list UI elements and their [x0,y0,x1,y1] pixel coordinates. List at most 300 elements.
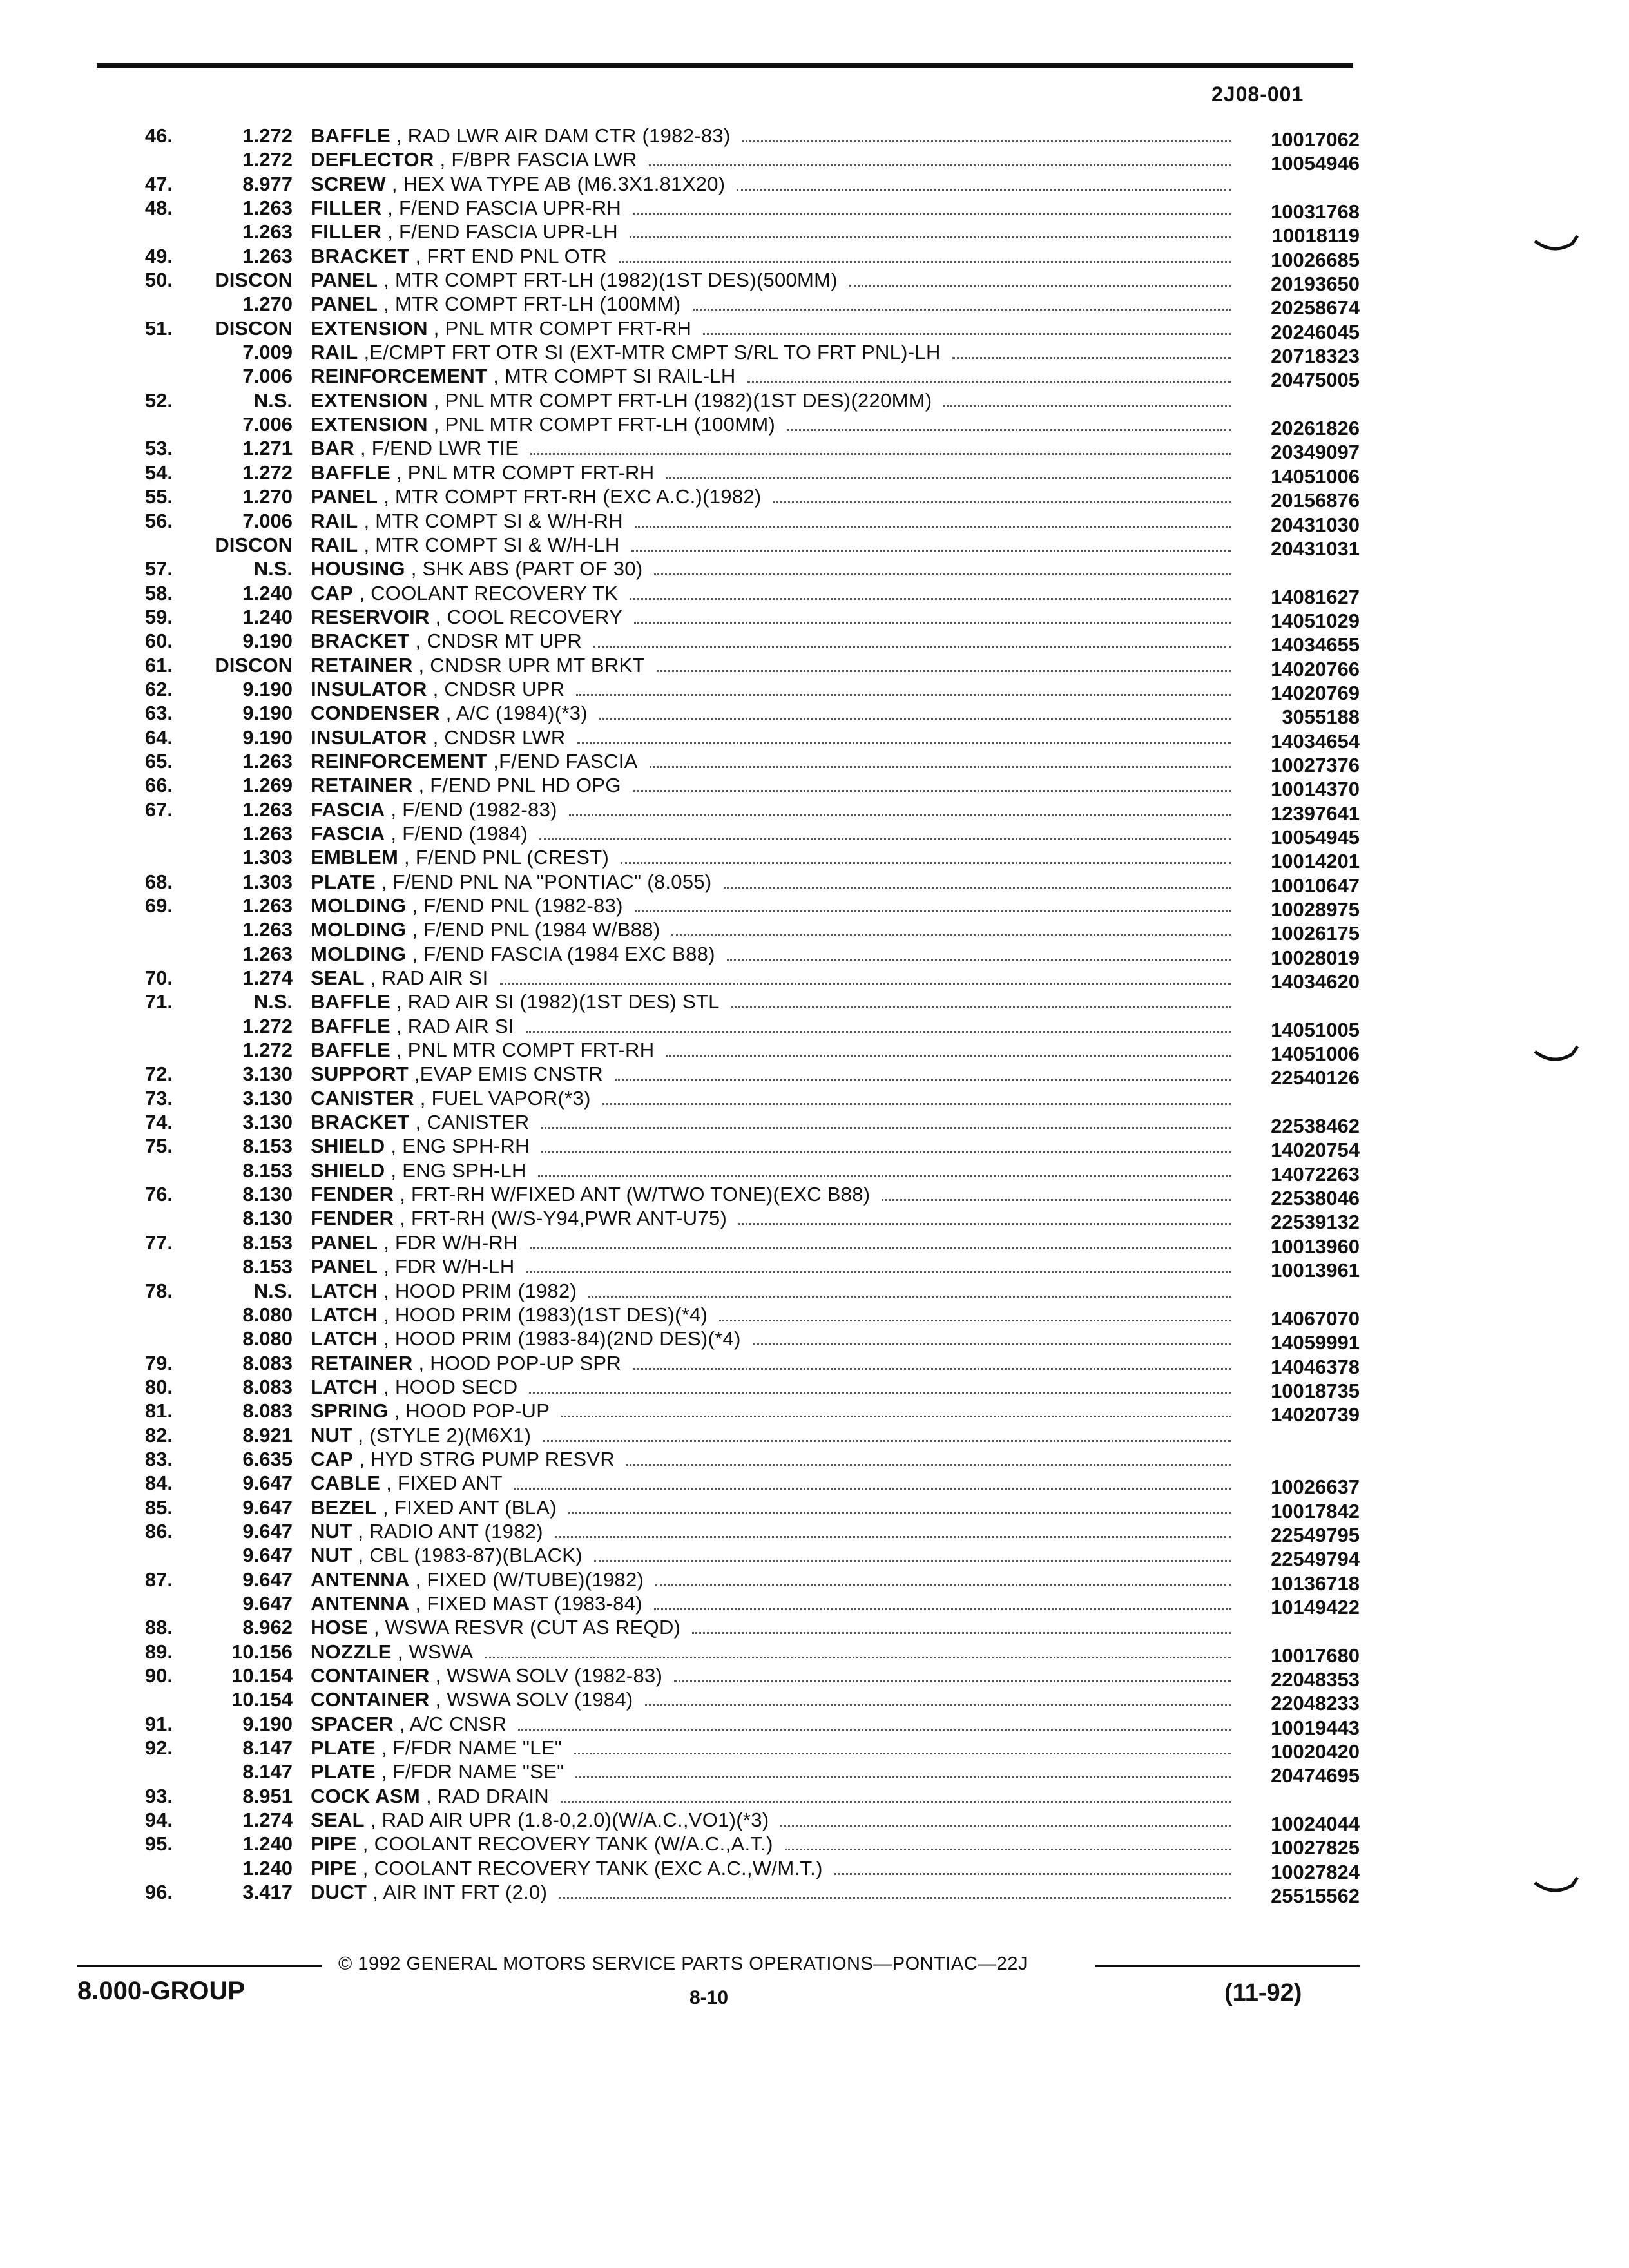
part-row [0,1568,1629,1595]
part-row [0,798,1629,825]
page-code: 2J08-001 [1211,82,1304,106]
part-row [0,990,1629,1014]
part-description [311,1254,515,1278]
group-number: 7.006 [242,413,293,436]
part-name: BAFFLE [311,461,391,484]
part-qualifier: , A/C CNSR [399,1712,507,1735]
part-qualifier: , HOOD PRIM (1983-84)(2ND DES)(*4) [383,1327,741,1350]
part-qualifier: , MTR COMPT FRT-LH (100MM) [383,293,681,316]
punch-mark [1534,1043,1579,1066]
dot-leader [541,1127,1231,1129]
part-qualifier: , AIR INT FRT (2.0) [372,1881,548,1904]
part-number: 10010647 [1271,874,1360,897]
part-number: 10027825 [1271,1836,1360,1860]
copyright-notice: © 1992 GENERAL MOTORS SERVICE PARTS OPERATIONS—PONTIAC—22J [338,1954,1028,1974]
group-number: 9.190 [242,1712,293,1735]
dot-leader [834,1873,1231,1875]
part-qualifier: , FIXED (W/TUBE)(1982) [415,1568,644,1591]
part-row [0,1856,1629,1883]
group-number: 8.153 [242,1135,293,1158]
ref-number: 46. [144,124,173,147]
dot-leader [593,646,1231,648]
part-description [311,966,488,990]
part-description [311,485,762,508]
part-qualifier: , CNDSR UPR MT BRKT [418,653,645,677]
part-number: 22539132 [1271,1211,1360,1234]
dot-leader [526,1031,1231,1033]
ref-number: 86. [144,1519,173,1542]
part-description [311,1471,503,1495]
part-description [311,1351,621,1375]
part-row [0,1086,1629,1110]
part-description [311,1062,603,1086]
dot-leader [530,1247,1231,1249]
part-name: CANISTER [311,1086,414,1110]
part-row [0,1014,1629,1041]
ref-number: 58. [144,581,173,604]
part-name: CAP [311,581,354,604]
part-row [0,1543,1629,1571]
group-number: 8.921 [242,1423,293,1446]
part-row [0,1182,1629,1210]
ref-number: 53. [144,437,173,460]
ref-number: 92. [144,1736,173,1760]
part-number: 10026175 [1271,922,1360,945]
dot-leader [518,1729,1231,1731]
ref-number: 47. [144,172,173,195]
part-description [311,1110,530,1134]
part-number: 10031768 [1271,200,1360,224]
group-number: 3.130 [242,1062,293,1086]
group-number: 3.130 [242,1111,293,1134]
part-description [311,1279,577,1303]
dot-leader [633,1368,1231,1370]
dot-leader [943,405,1231,407]
group-number: 1.272 [242,1014,293,1037]
part-name: SHIELD [311,1135,385,1158]
part-description [311,822,528,845]
part-number: 22538046 [1271,1187,1360,1210]
ref-number: 96. [144,1881,173,1904]
dot-leader [514,1488,1231,1490]
part-row [0,1471,1629,1499]
ref-number: 74. [144,1111,173,1134]
group-number: 3.417 [242,1881,293,1904]
part-row [0,340,1629,368]
part-qualifier: , RAD LWR AIR DAM CTR (1982-83) [396,124,731,147]
group-number: N.S. [253,557,293,581]
ref-number: 66. [144,774,173,797]
part-number: 10026685 [1271,248,1360,271]
part-name: REINFORCEMENT [311,749,488,773]
part-row [0,412,1629,440]
part-row [0,1784,1629,1808]
part-number: 14081627 [1271,585,1360,608]
group-number: 1.274 [242,966,293,990]
part-name: PANEL [311,1255,378,1278]
part-row [0,773,1629,801]
ref-number: 75. [144,1135,173,1158]
part-row [0,316,1629,343]
part-qualifier: , F/END PNL (CREST) [404,846,610,869]
ref-number: 85. [144,1495,173,1519]
part-row [0,1880,1629,1908]
part-row [0,1640,1629,1667]
group-number: 1.240 [242,605,293,628]
part-name: MOLDING [311,942,407,965]
group-number: 10.156 [231,1640,293,1663]
group-number: N.S. [253,389,293,412]
part-qualifier: , FRT-RH (W/S-Y94,PWR ANT-U75) [400,1207,728,1230]
part-description [311,1447,615,1471]
part-description [311,1327,741,1350]
group-number: 8.083 [242,1351,293,1374]
part-description [311,1399,550,1423]
part-description [311,1543,583,1567]
part-row [0,1447,1629,1471]
dot-leader [621,862,1231,864]
part-name: RAIL [311,533,358,556]
part-number: 14020769 [1271,681,1360,704]
dot-leader [727,959,1231,961]
dot-leader [753,1343,1231,1345]
part-number: 10017842 [1271,1499,1360,1523]
part-number: 14020766 [1271,657,1360,680]
ref-number: 55. [144,485,173,508]
part-row [0,1254,1629,1282]
part-description [311,942,715,966]
part-row [0,220,1629,247]
part-description [311,894,623,918]
ref-number: 54. [144,461,173,484]
part-row [0,292,1629,320]
part-name: LATCH [311,1279,378,1302]
part-number: 14051029 [1271,609,1360,632]
ref-number: 94. [144,1809,173,1832]
part-description [311,1687,633,1711]
part-number: 14051006 [1271,1043,1360,1066]
part-name: NUT [311,1519,352,1542]
part-row [0,822,1629,849]
dot-leader [666,1055,1231,1057]
part-qualifier: , FRT-RH W/FIXED ANT (W/TWO TONE)(EXC B88) [400,1183,871,1206]
part-number: 10136718 [1271,1571,1360,1595]
part-name: HOSE [311,1616,369,1639]
part-qualifier: , (STYLE 2)(M6X1) [358,1423,532,1446]
dot-leader [559,1897,1231,1899]
group-number: DISCON [215,533,293,556]
part-row [0,485,1629,512]
part-description [311,268,838,292]
dot-leader [692,1632,1231,1634]
group-number: 9.190 [242,726,293,749]
part-number: 10014370 [1271,778,1360,801]
dot-leader [539,838,1231,840]
part-name: BAFFLE [311,124,391,147]
dot-leader [635,910,1231,912]
group-number: 10.154 [231,1688,293,1711]
group-number: DISCON [215,269,293,292]
group-number: 9.647 [242,1519,293,1542]
part-description [311,220,618,244]
group-number: 1.303 [242,846,293,869]
part-description [311,1206,727,1230]
part-description [311,1568,644,1591]
part-row [0,1832,1629,1860]
group-number: 8.951 [242,1784,293,1807]
group-number: 10.154 [231,1664,293,1687]
part-description [311,870,712,894]
part-row [0,1808,1629,1836]
group-number: 8.083 [242,1399,293,1423]
ref-number: 77. [144,1231,173,1254]
part-number: 22549794 [1271,1548,1360,1571]
top-rule [97,63,1353,68]
part-description [311,148,637,171]
part-row [0,1591,1629,1619]
part-name: MOLDING [311,894,407,917]
group-number: 1.272 [242,148,293,171]
dot-leader [599,718,1231,720]
dot-leader [952,357,1231,359]
part-qualifier: ,F/END FASCIA [493,749,638,773]
group-number: 9.647 [242,1495,293,1519]
part-number: 14034655 [1271,633,1360,657]
part-number: 10026637 [1271,1475,1360,1499]
group-number: 1.271 [242,437,293,460]
part-qualifier: , MTR COMPT FRT-RH (EXC A.C.)(1982) [383,485,762,508]
ref-number: 84. [144,1472,173,1495]
part-name: PLATE [311,1736,376,1760]
part-description [311,1832,773,1856]
part-description [311,605,622,629]
part-number: 25515562 [1271,1885,1360,1908]
part-description [311,1640,473,1664]
part-name: LATCH [311,1327,378,1350]
part-number: 10018119 [1271,224,1360,247]
part-row [0,1495,1629,1523]
part-qualifier: , F/END FASCIA (1984 EXC B88) [412,942,715,965]
part-name: BRACKET [311,629,410,653]
part-name: EXTENSION [311,316,428,340]
ref-number: 73. [144,1086,173,1110]
group-number: 1.240 [242,1832,293,1856]
ref-number: 91. [144,1712,173,1735]
part-name: EMBLEM [311,846,399,869]
dot-leader [569,814,1231,816]
ref-number: 57. [144,557,173,581]
part-qualifier: , SHK ABS (PART OF 30) [410,557,643,581]
part-row [0,1760,1629,1787]
part-number: 22538462 [1271,1115,1360,1138]
part-description [311,1615,680,1639]
part-qualifier: , F/END FASCIA UPR-LH [387,220,618,244]
part-row [0,918,1629,945]
part-name: BAR [311,437,355,460]
part-row [0,389,1629,412]
dot-leader [674,1680,1231,1682]
dot-leader [630,598,1231,600]
part-qualifier: , MTR COMPT SI & W/H-RH [363,509,623,532]
part-qualifier: , MTR COMPT SI RAIL-LH [493,365,736,388]
group-number: 1.270 [242,485,293,508]
dot-leader [541,1151,1231,1153]
part-number: 14051005 [1271,1018,1360,1041]
group-number: 1.303 [242,870,293,893]
group-number: 8.962 [242,1616,293,1639]
group-number: 9.647 [242,1591,293,1615]
part-row [0,581,1629,608]
part-number: 10054946 [1271,152,1360,175]
dot-leader [747,381,1231,383]
part-qualifier: , F/BPR FASCIA LWR [439,148,637,171]
part-qualifier: , A/C (1984)(*3) [445,702,588,725]
group-number: 7.006 [242,365,293,388]
group-number: 1.272 [242,124,293,147]
part-name: CABLE [311,1472,381,1495]
part-description [311,1736,562,1760]
ref-number: 72. [144,1062,173,1086]
part-qualifier: , WSWA RESVR (CUT AS REQD) [373,1616,681,1639]
part-name: DEFLECTOR [311,148,434,171]
part-name: PIPE [311,1856,357,1879]
part-row [0,966,1629,994]
part-qualifier: , MTR COMPT FRT-LH (1982)(1ST DES)(500MM) [383,269,838,292]
dot-leader [529,1392,1231,1394]
group-number: 1.240 [242,1856,293,1879]
dot-leader [773,501,1231,503]
dot-leader [650,766,1231,768]
part-number: 14059991 [1271,1331,1360,1354]
part-row [0,364,1629,392]
part-name: DUCT [311,1881,367,1904]
dot-leader [785,1849,1231,1850]
part-row [0,244,1629,271]
part-qualifier: , RADIO ANT (1982) [358,1519,543,1542]
part-name: PANEL [311,269,378,292]
part-name: FENDER [311,1183,394,1206]
group-number: 9.190 [242,677,293,700]
part-qualifier: , CNDSR MT UPR [415,629,583,653]
part-description [311,918,660,941]
group-number: 8.147 [242,1760,293,1783]
part-qualifier: , COOLANT RECOVERY TANK (W/A.C.,A.T.) [362,1832,773,1856]
part-row [0,557,1629,581]
group-number: 7.006 [242,509,293,532]
group-number: 8.080 [242,1303,293,1326]
part-description [311,1423,531,1447]
group-number: 8.153 [242,1158,293,1182]
part-name: SUPPORT [311,1062,409,1086]
dot-leader [543,1440,1231,1442]
part-qualifier: , FIXED ANT [386,1472,503,1495]
part-qualifier: , HOOD PRIM (1983)(1ST DES)(*4) [383,1303,708,1326]
part-number: 14020754 [1271,1139,1360,1162]
part-qualifier: , F/END FASCIA UPR-RH [387,197,622,220]
part-name: BAFFLE [311,990,391,1014]
group-number: 3.130 [242,1086,293,1110]
part-qualifier: , RAD AIR UPR (1.8-0,2.0)(W/A.C.,VO1)(*3) [370,1809,769,1832]
part-qualifier: , F/FDR NAME "LE" [381,1736,563,1760]
part-number: 22540126 [1271,1066,1360,1090]
part-description [311,1664,662,1687]
part-description [311,1014,514,1038]
part-number: 10054945 [1271,825,1360,849]
part-name: PANEL [311,1231,378,1254]
part-number: 14072263 [1271,1162,1360,1186]
part-name: RETAINER [311,774,413,797]
ref-number: 52. [144,389,173,412]
ref-number: 81. [144,1399,173,1423]
part-name: LATCH [311,1303,378,1326]
part-description [311,1880,547,1904]
dot-leader [594,1560,1231,1562]
part-number: 3055188 [1282,706,1360,729]
part-row [0,1664,1629,1691]
part-qualifier: , COOLANT RECOVERY TANK (EXC A.C.,W/M.T.) [362,1856,823,1879]
part-qualifier: , PNL MTR COMPT FRT-LH (100MM) [433,413,776,436]
part-name: RAIL [311,509,358,532]
group-number: 8.977 [242,172,293,195]
dot-leader [602,1103,1231,1105]
part-qualifier: , ENG SPH-RH [390,1135,530,1158]
dot-leader [654,573,1231,575]
ref-number: 90. [144,1664,173,1687]
part-qualifier: , COOLANT RECOVERY TK [359,581,619,604]
part-qualifier: , HOOD POP-UP SPR [418,1351,622,1374]
dot-leader [654,1608,1231,1610]
part-row [0,196,1629,224]
part-name: BRACKET [311,1111,410,1134]
part-number: 22549795 [1271,1523,1360,1546]
part-number: 20349097 [1271,441,1360,464]
ref-number: 68. [144,870,173,893]
part-name: SEAL [311,1809,365,1832]
part-description [311,845,609,869]
part-qualifier: , HEX WA TYPE AB (M6.3X1.81X20) [391,172,726,195]
part-row [0,436,1629,464]
group-number: 9.647 [242,1568,293,1591]
part-description [311,798,557,822]
part-name: SPACER [311,1712,394,1735]
part-qualifier: ,EVAP EMIS CNSTR [414,1062,603,1086]
part-name: EXTENSION [311,389,428,412]
part-row [0,1687,1629,1715]
part-description [311,1784,549,1808]
part-description [311,1495,557,1519]
dot-leader [576,694,1231,696]
part-row [0,605,1629,632]
part-qualifier: , FIXED ANT (BLA) [383,1495,557,1519]
part-name: CONDENSER [311,702,440,725]
group-number: 1.272 [242,461,293,484]
part-number: 20475005 [1271,369,1360,392]
part-name: MOLDING [311,918,407,941]
ref-number: 61. [144,653,173,677]
dot-leader [737,189,1231,191]
ref-number: 67. [144,798,173,821]
part-name: PANEL [311,293,378,316]
part-name: SPRING [311,1399,389,1423]
part-row [0,677,1629,704]
part-description [311,653,645,677]
part-name: CAP [311,1447,354,1470]
dot-leader [577,742,1231,744]
part-description [311,172,725,196]
part-qualifier: , FDR W/H-RH [383,1231,518,1254]
part-name: PIPE [311,1832,357,1856]
group-number: DISCON [215,316,293,340]
